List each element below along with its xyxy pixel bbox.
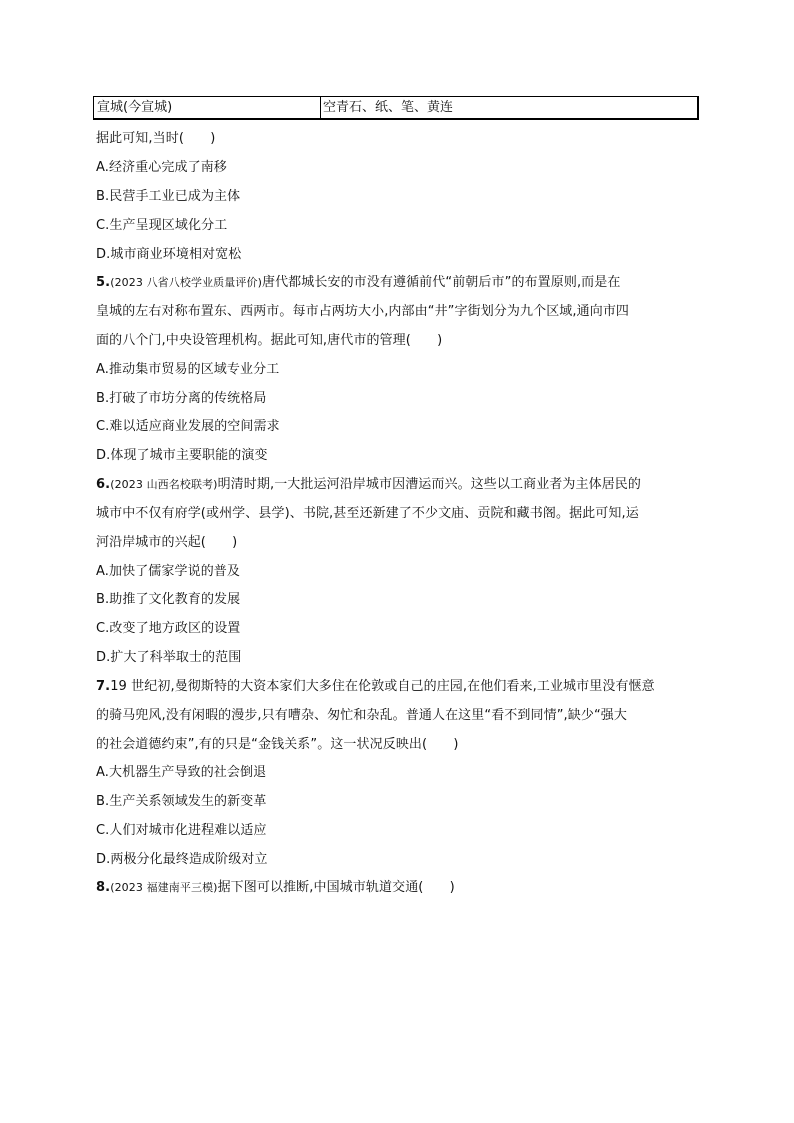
table-row [93,96,699,120]
q5-line-3: 面的八个门,中央设管理机构。据此可知,唐代市的管理( ) [96,333,443,348]
q5-option-a: A.推动集市贸易的区域专业分工 [96,362,280,377]
q6-option-c: C.改变了地方政区的设置 [96,621,241,636]
q6-source: (2023 山西名校联考) [110,478,218,491]
q6-line-2: 城市中不仅有府学(或州学、县学)、书院,甚至还新建了不少文庙、贡院和藏书阁。据此可知,运 [96,506,639,521]
q5-line-1 [96,274,620,292]
q8-source: (2023 福建南平三模) [110,881,218,894]
q4-stem: 据此可知,当时( ) [96,131,216,146]
q7-option-a: A.大机器生产导致的社会倒退 [96,765,267,780]
q4-option-b: B.民营手工业已成为主体 [96,189,241,204]
q4-option-d: D.城市商业环境相对宽松 [96,247,242,262]
q4-option-c: C.生产呈现区域化分工 [96,218,228,233]
q4-option-a: A.经济重心完成了南移 [96,160,227,175]
q7-line-1 [96,678,655,696]
q7-option-d: D.两极分化最终造成阶级对立 [96,852,268,867]
q6-option-a: A.加快了儒家学说的普及 [96,564,240,579]
q7-line-3: 的社会道德约束”,有的只是“金钱关系”。这一状况反映出( ) [96,737,459,752]
q7-line-2: 的骑马兜风,没有闲暇的漫步,只有嘈杂、匆忙和杂乱。普通人在这里“看不到同情”,缺少“强大 [96,708,628,723]
q7-option-b: B.生产关系领域发生的新变革 [96,794,267,809]
q7-option-c: C.人们对城市化进程难以适应 [96,823,267,838]
q5-option-b: B.打破了市坊分离的传统格局 [96,391,267,406]
q5-text-1: 唐代都城长安的市没有遵循前代“前朝后市”的布置原则,而是在 [261,275,621,290]
q8-text-1: 据下图可以推断,中国城市轨道交通( ) [217,880,455,895]
q5-line-2: 皇城的左右对称布置东、西两市。每市占两坊大小,内部由“井”字街划分为九个区域,通向市四 [96,304,630,319]
q6-number: 6. [96,477,111,492]
table-cell-place: 宣城(今宣城) [94,97,321,118]
q6-line-3: 河沿岸城市的兴起( ) [96,535,238,550]
q5-source: (2023 八省八校学业质量评价) [110,276,262,289]
q8-number: 8. [96,880,111,895]
q6-option-d: D.扩大了科举取士的范围 [96,650,242,665]
q6-line-1 [96,476,641,494]
q8-line-1 [96,879,455,897]
q5-number: 5. [96,275,111,290]
q6-text-1: 明清时期,一大批运河沿岸城市因漕运而兴。这些以工商业者为主体居民的 [217,477,641,492]
q7-text-1: 19 世纪初,曼彻斯特的大资本家们大多住在伦敦或自己的庄园,在他们看来,工业城市里没有惬意 [110,679,655,694]
q6-option-b: B.助推了文化教育的发展 [96,592,241,607]
q5-option-c: C.难以适应商业发展的空间需求 [96,419,280,434]
table-cell-goods: 空青石、纸、笔、黄连 [323,100,454,115]
q7-number: 7. [96,679,111,694]
q5-option-d: D.体现了城市主要职能的演变 [96,448,268,463]
